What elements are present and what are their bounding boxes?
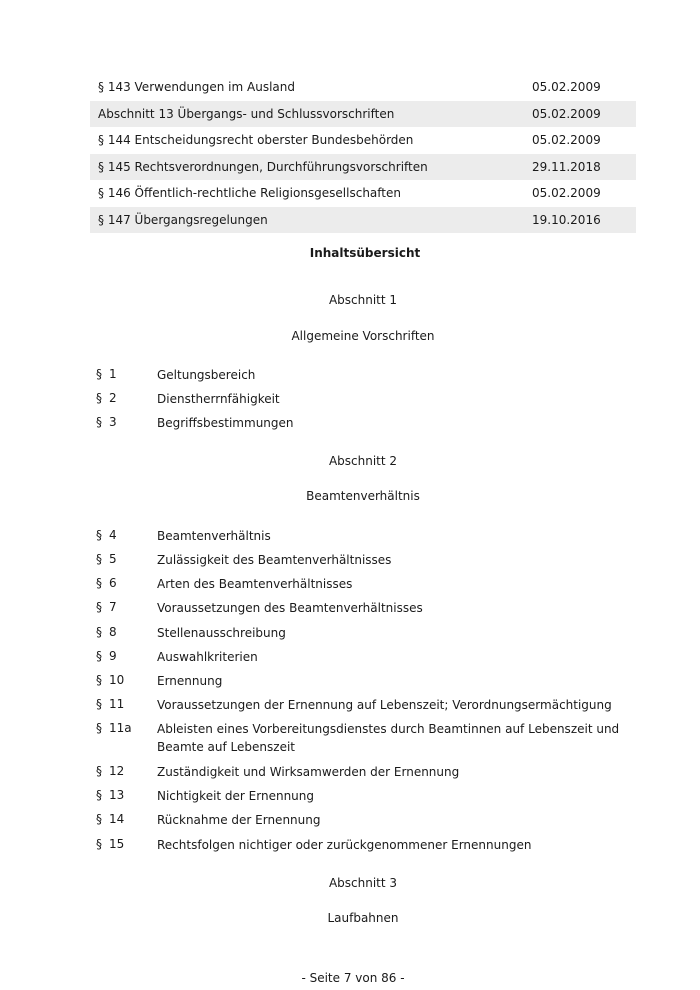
toc-title: Ableisten eines Vorbereitungsdienstes durch Beamtinnen auf Lebenszeit und Beamte auf Lebenszeit [157, 722, 620, 754]
toc-title: Arten des Beamtenverhältnisses [157, 577, 353, 591]
toc-title: Dienstherrnfähigkeit [157, 392, 280, 406]
page-footer: - Seite 7 von 86 - [301, 971, 405, 985]
change-date: 05.02.2009 [532, 133, 601, 147]
toc-title: Voraussetzungen der Ernennung auf Lebenszeit; Verordnungsermächtigung [157, 698, 612, 712]
change-date: 19.10.2016 [532, 212, 601, 227]
toc-number: 2 [109, 391, 117, 405]
toc-title: Zuständigkeit und Wirksamwerden der Ernennung [157, 765, 460, 779]
toc-title: Stellenausschreibung [157, 626, 286, 640]
toc-number: 4 [109, 528, 117, 542]
paragraph-symbol: § [96, 673, 102, 687]
toc-number: 9 [109, 649, 117, 663]
change-date: 05.02.2009 [532, 186, 601, 200]
toc-number: 1 [109, 367, 117, 381]
toc-number: 7 [109, 600, 117, 614]
section-label: Abschnitt 1 [328, 293, 398, 307]
table-row [90, 207, 636, 234]
toc-number: 8 [109, 625, 117, 639]
table-row [90, 101, 636, 128]
toc-number: 3 [109, 415, 117, 429]
table-row [90, 154, 636, 181]
table-row [90, 127, 636, 154]
section-title: Beamtenverhältnis [306, 489, 420, 503]
changes-table [90, 74, 636, 233]
change-date: 05.02.2009 [532, 80, 601, 94]
paragraph-symbol: § [96, 600, 102, 614]
change-title: § 145 Rechtsverordnungen, Durchführungsvorschriften [98, 159, 428, 174]
paragraph-symbol: § [96, 721, 102, 735]
change-title: § 146 Öffentlich-rechtliche Religionsgesellschaften [98, 186, 401, 200]
toc-title: Ernennung [157, 674, 223, 688]
toc-title: Voraussetzungen des Beamtenverhältnisses [157, 601, 423, 615]
toc-number: 14 [109, 812, 125, 826]
toc-title: Begriffsbestimmungen [157, 416, 294, 430]
paragraph-symbol: § [96, 552, 102, 566]
toc-number: 15 [109, 837, 125, 851]
paragraph-symbol: § [96, 649, 102, 663]
toc-title: Beamtenverhältnis [157, 529, 271, 543]
paragraph-symbol: § [96, 697, 102, 711]
paragraph-symbol: § [96, 367, 102, 381]
table-row [90, 74, 636, 101]
paragraph-symbol: § [96, 837, 102, 851]
paragraph-symbol: § [96, 625, 102, 639]
toc-title: Rücknahme der Ernennung [157, 813, 321, 827]
overview-heading: Inhaltsübersicht [309, 246, 421, 260]
toc-title: Nichtigkeit der Ernennung [157, 789, 315, 803]
toc-number: 11a [109, 721, 132, 735]
change-title: § 143 Verwendungen im Ausland [98, 80, 295, 94]
change-date: 05.02.2009 [532, 106, 601, 121]
paragraph-symbol: § [96, 812, 102, 826]
paragraph-symbol: § [96, 764, 102, 778]
toc-title: Geltungsbereich [157, 368, 256, 382]
toc-title: Zulässigkeit des Beamtenverhältnisses [157, 553, 392, 567]
change-title: § 147 Übergangsregelungen [98, 212, 268, 227]
toc-number: 13 [109, 788, 125, 802]
section-title: Allgemeine Vorschriften [291, 329, 435, 343]
toc-number: 12 [109, 764, 125, 778]
change-date: 29.11.2018 [532, 159, 601, 174]
paragraph-symbol: § [96, 788, 102, 802]
toc-title: Auswahlkriterien [157, 650, 258, 664]
toc-number: 6 [109, 576, 117, 590]
table-row [90, 180, 636, 207]
paragraph-symbol: § [96, 415, 102, 429]
section-label: Abschnitt 2 [328, 454, 398, 468]
paragraph-symbol: § [96, 576, 102, 590]
toc-title: Rechtsfolgen nichtiger oder zurückgenommener Ernennungen [157, 838, 532, 852]
toc-number: 5 [109, 552, 117, 566]
paragraph-symbol: § [96, 528, 102, 542]
section-label: Abschnitt 3 [328, 876, 398, 890]
section-title: Laufbahnen [327, 911, 399, 925]
toc-number: 10 [109, 673, 125, 687]
change-title: Abschnitt 13 Übergangs- und Schlussvorschriften [98, 106, 395, 121]
paragraph-symbol: § [96, 391, 102, 405]
toc-number: 11 [109, 697, 125, 711]
change-title: § 144 Entscheidungsrecht oberster Bundesbehörden [98, 133, 414, 147]
